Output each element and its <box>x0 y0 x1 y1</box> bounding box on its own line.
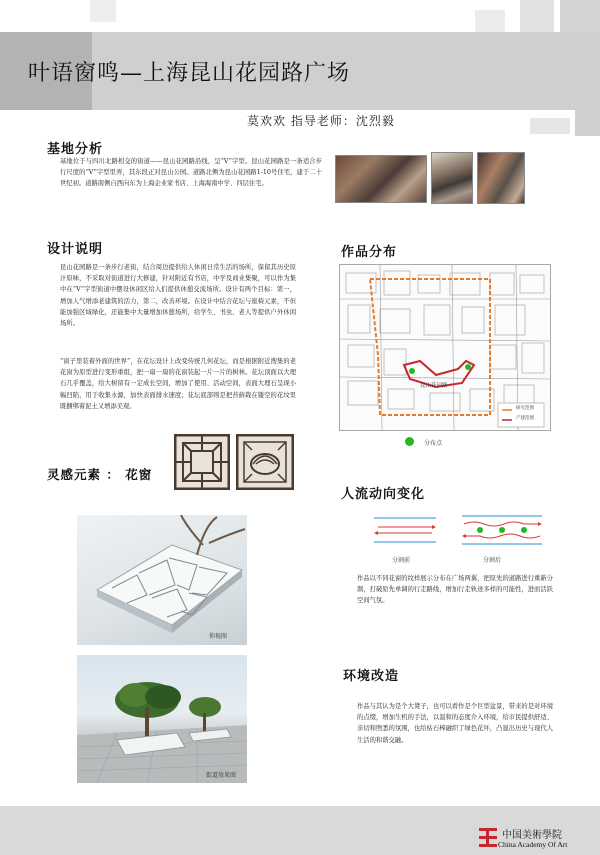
site-photo-2 <box>431 152 473 204</box>
design-notes-para2: “窗子里装着外面的世界”，在花坛设计上改变传统几何花坛，而是根据附近搜集的老花窗为原型进行变形重组，把一扇一扇的花窗装起一片一片的树林。花坛顶面以大理石几乎覆盖，给大树留有一定成长空间，增加了使用、活动空间，表面大理石呈现小幅凹陷，用于收集水源，加快表面排水速度；花坛底部则是把苔藓栽在镂空的花坟里既捆绑着泥土又增添美观。 <box>60 358 296 410</box>
flow-after-label: 分割后 <box>483 557 502 564</box>
page-title: 叶语窗鸣—上海昆山花园路广场 <box>28 61 351 86</box>
flow-text: 作品以不同花窗的纹样展示分布在广场两翼，把原先的道路进行重新分割，打破原先单调的行走路线，增加行走轨迹多样的可能性，进而活跃空间气氛。 <box>357 575 553 605</box>
site-analysis-heading: 基地分析 <box>47 142 104 157</box>
site-analysis-text: 基地位于与四川北路相交的街道——昆山花园路沿线，呈“V”字型。昆山花园路是一条适合步行尺度的“V”字型里弄，其东段正对昆山公园。道路北侧为昆山花园路1-10号住宅，建于二十世纪初。道路南侧自西向东为上海企业家书店、上海海南中学、四层住宅。 <box>60 158 322 188</box>
map-legend-2: 产建范围 <box>516 416 534 421</box>
academy-logo-icon <box>478 826 498 850</box>
flow-diagram-before <box>372 516 438 544</box>
map-legend-1: 研究范围 <box>516 406 534 411</box>
render-top-caption: 仰视图 <box>209 633 228 640</box>
design-notes-para1: 昆山花园路是一条步行老街，结合周边提供给人休闲日常生活的场所，保留其历史原汁原味，不采取对街道进行大修建，针对附近有书店，中学及商业集聚，可以作为集中在“V”字型街道中摆设休闲区给人们提供休憩交流场所。设计有两个目标：第一，增加人气增添老建筑的活力，第二，改善环境。在设计中结合花坛与座椅元素，不但能加强区域绿化，还能集中大量增加休憩场所，给学生、书虫、老人等提供户外休闲场所。 <box>60 264 296 328</box>
inspiration-label: 灵感元素 ： 花窗 <box>47 467 153 482</box>
map-street-label: 昆山花园路 <box>420 383 448 389</box>
deco-square <box>520 0 554 32</box>
render-bottom-caption: 街道效果图 <box>206 772 237 779</box>
author-line: 莫欢欢 指导老师：沈烈毅 <box>247 114 395 128</box>
environment-heading: 环境改造 <box>343 669 400 684</box>
lattice-window-1 <box>174 434 230 490</box>
render-street-view <box>77 655 247 783</box>
deco-square <box>575 110 600 136</box>
environment-text: 作品与其认为是个大凳子，也可以看作是个巨型盆景，带来的是对环境的点缀，增加生机的手法，以温和的态度介入环境，给市民提供舒适、亲切和煦悉的氛围，也给枯石棒融织了绿色花坏，凸显出历史与现代人生活的和谐交融。 <box>357 703 553 744</box>
site-photo-1 <box>335 155 427 203</box>
deco-square <box>475 10 505 32</box>
deco-square <box>560 0 600 32</box>
distribution-legend-label: 分布点 <box>424 440 443 447</box>
render-bottom-view <box>77 515 247 645</box>
design-notes-heading: 设计说明 <box>47 242 104 257</box>
academy-name-cn: 中国美術學院 <box>502 830 562 841</box>
site-photo-3 <box>477 152 525 204</box>
deco-square <box>530 118 570 134</box>
site-map <box>339 264 551 431</box>
distribution-heading: 作品分布 <box>341 245 398 260</box>
academy-name-en: China Academy Of Art <box>498 840 568 849</box>
flow-heading: 人流动向变化 <box>341 487 426 502</box>
distribution-point-icon <box>405 437 414 446</box>
deco-square <box>90 0 116 22</box>
lattice-window-2 <box>236 434 294 490</box>
flow-diagram-after <box>460 514 544 546</box>
flow-before-label: 分割前 <box>392 557 411 564</box>
